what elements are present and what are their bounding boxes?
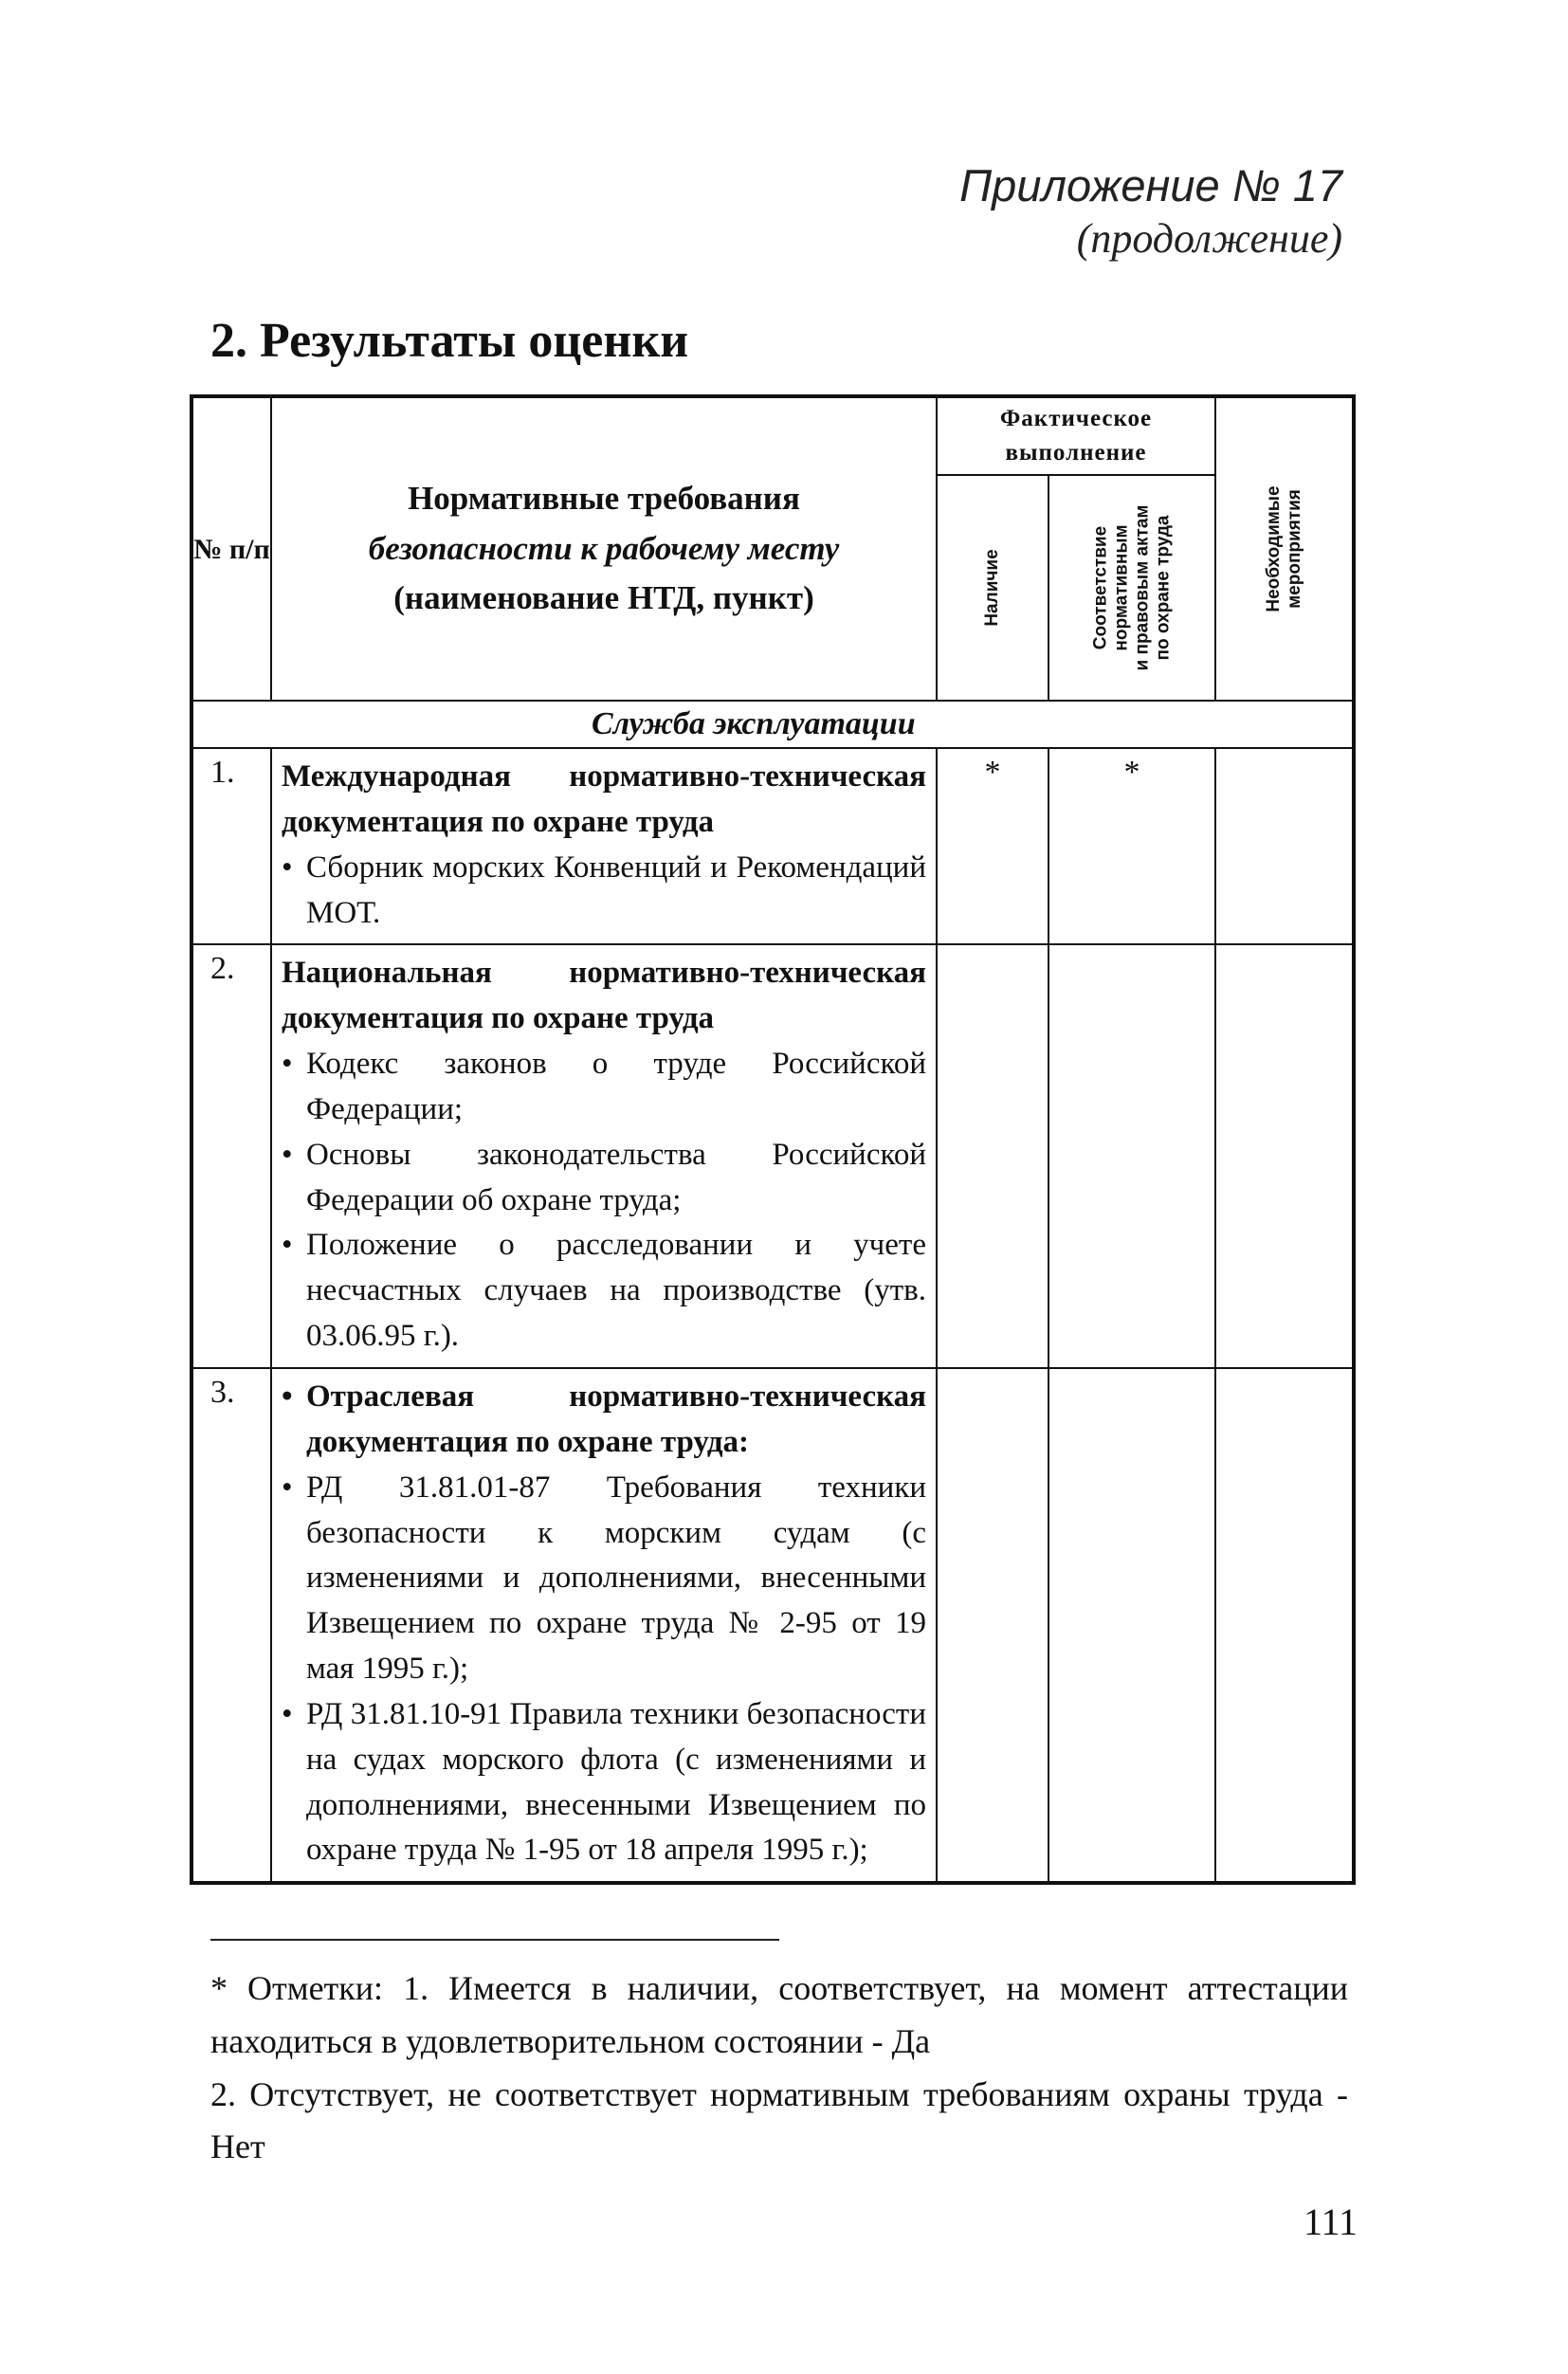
- footnote-line-1: * Отметки: 1. Имеется в наличии, соответствует, на момент аттестации находиться в удовлетворительном состоянии - Да: [210, 1969, 1348, 2060]
- row-title: • Отраслевая нормативно-техническая документация по охране труда:: [282, 1379, 926, 1459]
- row-content: [271, 944, 937, 1368]
- list-item: • Положение о расследовании и учете несчастных случаев на производстве (утв. 03.06.95 г.).: [282, 1228, 926, 1354]
- footnote-divider: [210, 1939, 779, 1941]
- row-number: 2.: [191, 944, 271, 1368]
- measures-cell: [1215, 1368, 1354, 1883]
- section-heading: 2. Результаты оценки: [210, 314, 689, 368]
- row-content: [271, 748, 937, 944]
- header-conformity-l4: по охране труда: [1152, 515, 1173, 661]
- header-presence: [937, 475, 1048, 701]
- presence-cell: [937, 944, 1048, 1368]
- row-number: 1.: [191, 748, 271, 944]
- header-conformity-l1: Соответствие: [1090, 525, 1111, 650]
- measures-cell: [1215, 944, 1354, 1368]
- header-requirements: [271, 396, 937, 701]
- table-row: [191, 944, 1354, 1368]
- header-measures-l2: мероприятия: [1284, 489, 1304, 609]
- measures-cell: [1215, 748, 1354, 944]
- presence-cell: [937, 1368, 1048, 1883]
- row-number: 3.: [191, 1368, 271, 1883]
- list-item: • Основы законодательства Российской Федерации об охране труда;: [282, 1137, 926, 1217]
- conformity-cell: [1048, 944, 1215, 1368]
- list-item: • Кодекс законов о труде Российской Федерации;: [282, 1047, 926, 1126]
- header-actual-fulfilment: Фактическое выполнение: [937, 396, 1215, 475]
- footnote: [210, 1963, 1348, 2174]
- header-conformity-l2: нормативным: [1111, 524, 1132, 651]
- conformity-mark: *: [1048, 748, 1215, 944]
- header-requirements-line3: (наименование НТД, пункт): [393, 579, 814, 617]
- footnote-line-2: 2. Отсутствует, не соответствует нормативным требованиям охраны труда - Нет: [210, 2074, 1348, 2166]
- header-conformity-l3: и правовым актам: [1132, 504, 1152, 671]
- presence-mark: *: [937, 748, 1048, 944]
- header-number: № п/п: [191, 396, 271, 701]
- header-conformity: [1048, 475, 1215, 701]
- conformity-cell: [1048, 1368, 1215, 1883]
- table-row: [191, 748, 1354, 944]
- header-requirements-line2: безопасности к рабочему месту: [368, 529, 840, 567]
- header-measures: [1215, 396, 1354, 701]
- header-presence-label: Наличие: [982, 549, 1003, 627]
- list-item: • Сборник морских Конвенций и Рекомендаций МОТ.: [282, 849, 926, 930]
- list-item: • РД 31.81.10-91 Правила техники безопасности на судах морского флота (с изменениями и дополнениями, внесенными Извещением по охране труда № 1-95 от 18 апреля 1995 г.);: [282, 1696, 926, 1868]
- row-content: [271, 1368, 937, 1883]
- row-title: Международная нормативно-техническая документация по охране труда: [282, 759, 926, 839]
- header-requirements-line1: Нормативные требования: [408, 480, 800, 518]
- continuation-note: (продолжение): [1076, 215, 1342, 262]
- assessment-table: [190, 394, 1356, 1885]
- row-title: Национальная нормативно-техническая документация по охране труда: [282, 956, 926, 1036]
- page-number: 111: [1303, 2201, 1358, 2243]
- service-row: Служба эксплуатации: [191, 701, 1354, 748]
- appendix-title: Приложение № 17: [959, 160, 1342, 210]
- list-item: • РД 31.81.01-87 Требования техники безопасности к морским судам (с изменениями и дополнениями, внесенными Извещением по охране труда № 2-95 от 19 мая 1995 г.);: [282, 1470, 926, 1687]
- table-row: [191, 1368, 1354, 1883]
- header-measures-l1: Необходимые: [1263, 485, 1284, 612]
